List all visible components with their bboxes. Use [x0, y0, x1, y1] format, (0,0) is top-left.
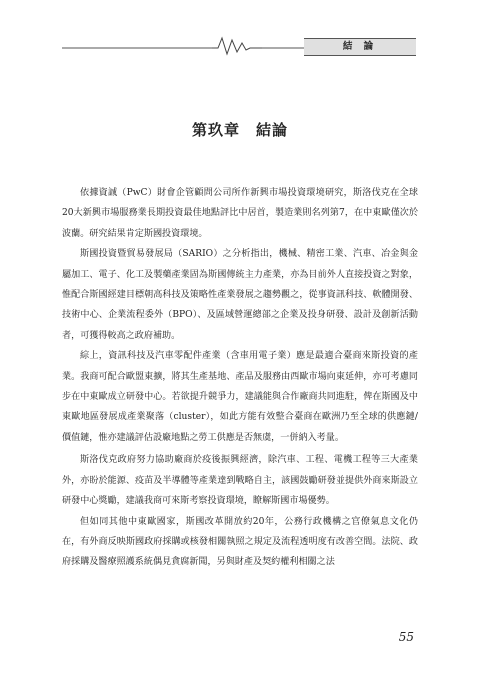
paragraph: 斯洛伐克政府努力協助廠商於疫後振興經濟，除汽車、工程、電機工程等三大產業外，亦盼於能源、疫苗及半導體等產業達到戰略自主，該國鼓勵研發並提供外商來斯設立研發中心獎勵，建議我商可來斯考察投資環境，瞭解斯國市場優勢。 [62, 455, 418, 507]
chapter-title: 第玖章 結論 [191, 121, 288, 139]
paragraph: 但如同其他中東歐國家，斯國改革開放約20年，公務行政機構之官僚氣息文化仍在，有外商反映斯國政府採購或核發相關執照之規定及流程透明度有改善空間。法院、政府採購及醫療照護系統偶見貪腐新聞，另與財產及契約權利相關之法 [62, 516, 418, 568]
paragraph: 依據資誠（PwC）財會企管顧問公司所作新興市場投資環境研究，斯洛伐克在全球20大新興市場服務業長期投資最佳地點評比中居首，製造業則名列第7，在中東歐僅次於波蘭。研究結果肯定斯國投資環境。 [62, 188, 418, 239]
page-number: 55 [398, 630, 414, 644]
body-text [62, 183, 418, 573]
paragraph: 斯國投資暨貿易發展局（SARIO）之分析指出，機械、精密工業、汽車、冶金與金屬加工、電子、化工及製藥產業固為斯國傳統主力產業，亦為目前外人直接投資之對象，惟配合斯國經建目標朝高科技及策略性產業發展之趨勢觀之，從事資訊科技、軟體開發、技術中心、企業流程委外（BPO）、及區域營運總部之企業及投身研發、設計及創新活動者，可獲得較高之政府補助。 [62, 249, 418, 341]
section-tab: 結 論 [304, 38, 416, 56]
running-header [62, 34, 416, 56]
paragraph: 綜上，資訊科技及汽車零配件產業（含車用電子業）應是最適合臺商來斯投資的產業。我商可配合歐盟東擴，將其生產基地、產品及服務由西歐市場向東延伸，亦可考慮同步在中東歐成立研發中心。若欲提升競爭力，建議能與合作廠商共同進駐，俾在斯國及中東歐地區發展成產業聚落（cluster），如此方能有效整合臺商在歐洲乃至全球的供應鏈/價值鏈，惟亦建議評估設廠地點之勞工供應是否無虞，一併納入考量。 [62, 351, 418, 443]
